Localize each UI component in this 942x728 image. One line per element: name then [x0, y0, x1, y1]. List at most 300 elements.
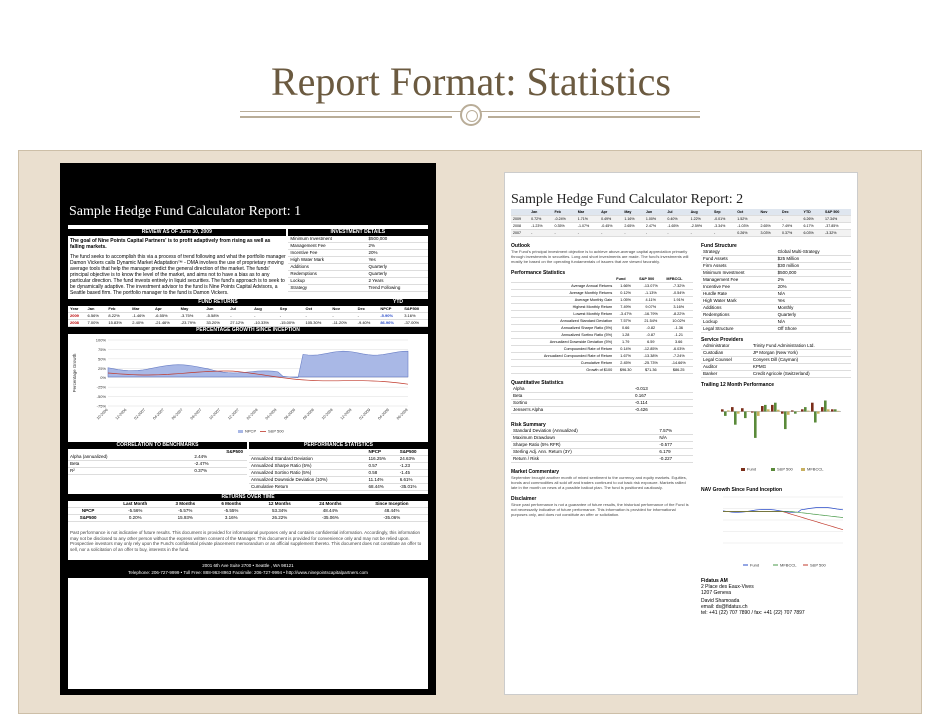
monthly-header-cell: Mar — [576, 209, 599, 216]
risk-row — [511, 442, 693, 449]
service-value: KPMG — [751, 364, 851, 371]
y-tick-label: -25% — [96, 384, 106, 390]
fund-description — [68, 236, 288, 298]
detail-label: Redemptions — [288, 271, 366, 278]
detail-value: 20% — [366, 250, 428, 257]
trailing-bar — [791, 410, 794, 411]
trailing-bar — [754, 412, 757, 438]
monthly-cell: 1.16% — [622, 216, 644, 223]
risk-value: 7.57% — [657, 428, 693, 435]
service-label: Auditor — [701, 364, 751, 371]
trailing-bar — [734, 412, 737, 425]
monthly-cell: 6.17% — [802, 223, 824, 230]
service-label: Administrator — [701, 343, 751, 350]
detail-label: High Water Mark — [288, 257, 366, 264]
perf-row — [249, 477, 428, 484]
perf-label: Annualized Standard Deviation — [249, 456, 366, 463]
over-time-cell: NPCP — [68, 508, 108, 515]
monthly-cell: 0.26% — [735, 230, 758, 237]
fund-structure-value: N/A — [776, 319, 851, 326]
monthly-header-cell: Jan — [529, 209, 552, 216]
risk-value: 6.179 — [657, 449, 693, 456]
perf-sp500: -1.45 — [398, 470, 428, 477]
returns-header-cell: Dec — [356, 306, 379, 313]
perf-stats-row — [511, 304, 693, 311]
monthly-cell: 2008 — [511, 223, 529, 230]
returns-over-time-bar: RETURNS OVER TIME — [68, 494, 428, 501]
perf-stats-cell: -12.85% — [637, 346, 664, 353]
detail-label: Minimum Investment — [288, 236, 366, 243]
x-tick-label: 08-2007 — [189, 407, 203, 421]
monthly-cell: 1.22% — [689, 216, 712, 223]
y-tick-label: 75% — [97, 346, 106, 352]
perf-stats-cell: Annualized Sharpe Ratio (5%) — [511, 325, 614, 332]
correlation-value: 2.44% — [192, 454, 247, 461]
x-tick-label: 10-2006 — [96, 407, 109, 421]
detail-row — [288, 250, 428, 257]
monthly-header-cell: Oct — [735, 209, 758, 216]
monthly-header-cell: Aug — [689, 209, 712, 216]
returns-header-cell: Oct — [303, 306, 330, 313]
monthly-cell: 17.34% — [823, 216, 851, 223]
fund-structure-label: Hurdle Rate — [701, 291, 776, 298]
quant-label: Alpha — [511, 386, 633, 393]
correlation-label: Beta — [68, 461, 192, 468]
growth-legend-label: Fund — [750, 562, 760, 568]
trailing-bar — [801, 409, 804, 411]
detail-label: Lockup — [288, 278, 366, 285]
detail-label: Management Fee — [288, 243, 366, 250]
monthly-cell: -3.34% — [712, 223, 735, 230]
fund-structure-value: N/A — [776, 291, 851, 298]
y-tick-label: 50% — [97, 356, 106, 362]
disclaimer-title: Disclaimer — [511, 496, 537, 502]
fund-structure-value: $500,000 — [776, 270, 851, 277]
monthly-cell: - — [529, 230, 552, 237]
fund-structure-row — [701, 277, 851, 284]
risk-label: Sharpe Ratio (5% RFR) — [511, 442, 657, 449]
title-ornament — [460, 104, 482, 126]
detail-value: 2% — [366, 243, 428, 250]
trailing-bar — [807, 411, 810, 412]
fund-structure-label: Incentive Fee — [701, 284, 776, 291]
over-time-cell: 15.93% — [162, 515, 208, 522]
quant-label: Jensen's Alpha — [511, 407, 633, 414]
firm-address-1: 2 Place des Eaux-Vives — [701, 584, 754, 590]
detail-row — [288, 271, 428, 278]
report-1-page — [68, 225, 428, 689]
quant-row — [511, 400, 693, 407]
service-label: Legal Counsel — [701, 357, 751, 364]
detail-label: Strategy — [288, 285, 366, 292]
y-tick-label: 100% — [95, 337, 106, 343]
x-tick-label: 02-2007 — [133, 407, 147, 421]
perf-stats-row — [511, 297, 693, 304]
perf-stats-cell: 6.59 — [637, 339, 664, 346]
investment-details — [288, 236, 428, 298]
fund-structure-label: Firm Assets — [701, 263, 776, 270]
trailing-bar — [834, 409, 837, 411]
returns-cell: 33.20% — [204, 320, 228, 327]
returns-cell: 6.56% — [86, 313, 107, 320]
report-2-right-column — [701, 241, 851, 616]
trailing-legend-swatch — [801, 468, 805, 471]
y-tick-label: -50% — [96, 394, 106, 400]
x-tick-label: 02-2009 — [358, 407, 372, 421]
returns-header-cell: Feb — [106, 306, 130, 313]
perf-stats-cell: 1.66% — [614, 283, 637, 290]
returns-cell: -3.75% — [179, 313, 205, 320]
returns-cell: 27.12% — [228, 320, 252, 327]
trailing-bar — [831, 409, 834, 411]
fund-structure-value: Global Multi-Strategy — [776, 249, 851, 256]
fund-returns-bar: FUND RETURNS — [68, 299, 368, 306]
x-tick-label: 10-2007 — [208, 407, 222, 421]
monthly-cell: -1.03% — [735, 223, 758, 230]
monthly-returns-table — [511, 209, 851, 237]
x-tick-label: 08-2008 — [302, 407, 315, 421]
perf-stats-cell: 2.45% — [614, 360, 637, 367]
risk-row — [511, 449, 693, 456]
monthly-cell: -0.24% — [552, 216, 575, 223]
over-time-header-cell: 12 Months — [254, 501, 305, 508]
monthly-header-cell: Dec — [780, 209, 802, 216]
trailing-bar — [811, 403, 814, 412]
detail-row — [288, 264, 428, 271]
perf-stats-cell: 1.67% — [614, 353, 637, 360]
perf-header-cell: NPCP — [366, 449, 397, 456]
risk-value: -0.227 — [657, 456, 693, 463]
monthly-cell: 0.72% — [529, 216, 552, 223]
service-row — [701, 371, 851, 378]
over-time-cell: 48.44% — [305, 508, 356, 515]
perf-stats-cell: 21.54% — [637, 318, 664, 325]
monthly-cell: 6.26% — [802, 216, 824, 223]
perf-stats-cell: -13.38% — [637, 353, 664, 360]
fund-structure-row — [701, 326, 851, 333]
monthly-cell: 0.40% — [665, 216, 688, 223]
perf-stats-cell: 1.79 — [614, 339, 637, 346]
risk-value: -0.577 — [657, 442, 693, 449]
monthly-cell: - — [644, 230, 666, 237]
monthly-cell: -2.59% — [689, 223, 712, 230]
monthly-cell: -0.01% — [712, 216, 735, 223]
service-row — [701, 364, 851, 371]
returns-cell: - — [356, 313, 379, 320]
perf-stats-cell: Cumulative Return — [511, 360, 614, 367]
monthly-cell: - — [712, 230, 735, 237]
firm-contact — [701, 578, 851, 616]
monthly-cell: - — [780, 216, 802, 223]
perf-stats-cell: -7.32% — [664, 283, 693, 290]
over-time-row — [68, 508, 428, 515]
perf-label: Cumulative Return — [249, 484, 366, 491]
correlation-row — [68, 468, 247, 475]
perf-stats-row — [511, 360, 693, 367]
perf-sp500: -1.23 — [398, 463, 428, 470]
returns-header-cell: Jul — [228, 306, 252, 313]
perf-npcp: 116.25% — [366, 456, 397, 463]
returns-cell: -10.33% — [252, 320, 278, 327]
monthly-cell: -37.85% — [823, 223, 851, 230]
quant-label: Beta — [511, 393, 633, 400]
x-tick-label: 12-2007 — [227, 407, 240, 421]
perf-stats-cell: 0.14% — [614, 346, 637, 353]
perf-row — [249, 484, 428, 491]
risk-title: Risk Summary — [511, 422, 546, 428]
detail-value: Quarterly — [366, 271, 428, 278]
perf-stats-cell: -1.21 — [664, 332, 693, 339]
trailing-legend-label: MFBCCL — [807, 466, 824, 472]
detail-row — [288, 285, 428, 292]
x-tick-label: 04-2009 — [377, 407, 390, 421]
risk-label: Return / Risk — [511, 456, 657, 463]
perf-bar: PERFORMANCE STATISTICS — [249, 442, 428, 449]
returns-cell: 15.83% — [106, 320, 130, 327]
perf-stats-cell: -0.54% — [664, 290, 693, 297]
over-time-header-cell: Since Inception — [356, 501, 428, 508]
monthly-cell: - — [689, 230, 712, 237]
perf-stats-cell: Annualized Standard Deviation — [511, 318, 614, 325]
returns-header-cell: Aug — [252, 306, 278, 313]
growth-legend-label: S&P 500 — [810, 562, 826, 568]
detail-row — [288, 257, 428, 264]
y-tick-label: -75% — [96, 403, 106, 409]
perf-stats-cell: Average Monthly Gain — [511, 297, 614, 304]
returns-cell: 2009 — [68, 313, 86, 320]
over-time-cell: -35.06% — [305, 515, 356, 522]
perf-stats-row — [511, 346, 693, 353]
fund-structure-row — [701, 256, 851, 263]
fund-structure-value: $25 Million — [776, 256, 851, 263]
legend-sp500: S&P 500 — [268, 428, 284, 434]
review-bar: REVIEW AS OF June 30, 2009 — [68, 229, 286, 236]
quant-title: Quantitative Statistics — [511, 380, 564, 386]
perf-stats-cell: 10.02% — [664, 318, 693, 325]
trailing-legend-swatch — [771, 468, 775, 471]
fund-structure-label: Lockup — [701, 319, 776, 326]
monthly-cell: - — [599, 230, 622, 237]
over-time-cell: 26.22% — [254, 515, 305, 522]
over-time-row — [68, 515, 428, 522]
x-tick-label: 04-2007 — [152, 407, 165, 421]
disclaimer: Past performance is not indicative of future results. This document is provided for informational purposes only and contains confidential information. Accordingly, this information may not be disclosed to any other person without the express written consent of the Manager. This document is provided for convenience only and may not be relied upon. Prospective investors may only rely upon the Fund's confidential private placement memorandum or an official supplement thereto. This document does not constitute an offer to sell, nor a solicitation of an offer to buy, interests in the fund. — [70, 530, 422, 552]
monthly-cell: 2007 — [511, 230, 529, 237]
quant-value: -0.426 — [633, 407, 693, 414]
fund-structure-row — [701, 291, 851, 298]
perf-stats-cell: Highest Monthly Return — [511, 304, 614, 311]
returns-cell: -5.58% — [204, 313, 228, 320]
quant-value: -0.013 — [633, 386, 693, 393]
legend-npcp: NPCP — [245, 428, 257, 434]
trailing-bar — [764, 405, 767, 412]
perf-stats-header-cell: S&P 500 — [637, 276, 664, 283]
returns-header-cell: S&P500 — [402, 306, 428, 313]
fund-structure-row — [701, 305, 851, 312]
growth-bar: PERCENTAGE GROWTH SINCE INCEPTION — [68, 327, 428, 334]
returns-cell: - — [228, 313, 252, 320]
returns-cell: 86.96% — [378, 320, 402, 327]
service-row — [701, 357, 851, 364]
fund-structure-value: Quarterly — [776, 312, 851, 319]
risk-table — [511, 428, 693, 463]
perf-stats-row — [511, 332, 693, 339]
monthly-cell: 1.71% — [576, 216, 599, 223]
fund-structure-label: High Water Mark — [701, 298, 776, 305]
trailing-bar — [784, 412, 787, 430]
over-time-cell: 3.16% — [208, 515, 254, 522]
fund-structure-table — [701, 249, 851, 333]
outlook-text: The Fund's principal investment objective is to achieve above-average capital appreciation primarily through investments in securities. Long and short investments are made. The fund's investments will mostly be based on the operating fundamentals of issuers that are viewed favorably. — [511, 249, 689, 264]
service-value: Conyers Dill (Cayman) — [751, 357, 851, 364]
trailing-bar — [774, 403, 777, 412]
over-time-cell: 53.34% — [254, 508, 305, 515]
nav-growth-title: NAV Growth Since Fund Inception — [701, 487, 783, 493]
returns-cell: - — [252, 313, 278, 320]
perf-label: Annualized Sharpe Ratio (5%) — [249, 463, 366, 470]
returns-cell: -9.40% — [356, 320, 379, 327]
perf-stats-row — [511, 325, 693, 332]
quant-value: 0.167 — [633, 393, 693, 400]
fund-structure-value: $30 million — [776, 263, 851, 270]
contact-tel: tel: +41 (22) 707 7890 / fax: +41 (22) 707 7897 — [701, 610, 805, 616]
monthly-cell: - — [759, 216, 781, 223]
trailing-bar — [771, 405, 774, 412]
trailing-bar — [804, 407, 807, 411]
trailing-legend-label: S&P 500 — [777, 466, 793, 472]
over-time-cell: -35.06% — [356, 515, 428, 522]
perf-stats-row — [511, 283, 693, 290]
monthly-header-cell: May — [622, 209, 644, 216]
returns-cell: -1.46% — [130, 313, 153, 320]
x-tick-label: 12-2008 — [339, 407, 353, 421]
growth-chart — [68, 334, 428, 439]
trailing-bar — [724, 412, 727, 416]
trailing-bar — [787, 412, 790, 415]
perf-sp500: 6.61% — [398, 477, 428, 484]
returns-header-cell: NPCP — [378, 306, 402, 313]
fund-structure-row — [701, 319, 851, 326]
monthly-cell: - — [622, 230, 644, 237]
perf-stats-row — [511, 367, 693, 374]
detail-label: Additions — [288, 264, 366, 271]
perf-stats-cell: Annualized Sortino Ratio (5%) — [511, 332, 614, 339]
service-table — [701, 343, 851, 378]
investment-details-bar: INVESTMENT DETAILS — [288, 229, 428, 236]
monthly-cell: 7.49% — [780, 223, 802, 230]
perf-stats-cell: -3.47% — [614, 311, 637, 318]
perf-row — [249, 463, 428, 470]
trailing-bar — [761, 406, 764, 412]
trailing-bar — [727, 410, 730, 411]
trailing-bar — [721, 409, 724, 411]
growth-legend-label: MFBCCL — [780, 562, 797, 568]
trailing-bar — [817, 412, 820, 414]
monthly-header-cell: YTD — [802, 209, 824, 216]
risk-label: Sterling Adj. Ann. Return (3Y) — [511, 449, 657, 456]
footer-telephone: Telephone: 206-727-9999 • Toll Free: 888-963-8963 Facsimile: 206-727-9994 • http://www.ninepointscapitalpartners.com — [128, 570, 368, 575]
monthly-cell: -1.65% — [665, 223, 688, 230]
x-tick-label: 10-2008 — [321, 407, 334, 421]
perf-stats-title: Performance Statistics — [511, 270, 566, 276]
perf-stats-cell: -13.07% — [637, 283, 664, 290]
returns-row — [68, 320, 428, 327]
outlook-title: Outlook — [511, 243, 530, 249]
trailing-bar — [821, 407, 824, 411]
service-value: JP Morgan (New York) — [751, 350, 851, 357]
perf-stats-cell: 0.12% — [614, 290, 637, 297]
report-1-header: Sample Hedge Fund Calculator Report: 1 — [69, 204, 302, 219]
over-time-cell: -5.56% — [108, 508, 162, 515]
service-row — [701, 350, 851, 357]
perf-npcp: 11.14% — [366, 477, 397, 484]
returns-header-cell: Mar — [130, 306, 153, 313]
monthly-header-cell: Nov — [759, 209, 781, 216]
y-tick-label: 0% — [100, 375, 106, 381]
returns-row — [68, 313, 428, 320]
monthly-row — [511, 230, 851, 237]
returns-header-cell: Jan — [86, 306, 107, 313]
perf-stats-row — [511, 339, 693, 346]
monthly-cell: - — [665, 230, 688, 237]
x-tick-label: 06-2007 — [171, 407, 184, 421]
perf-row — [249, 456, 428, 463]
returns-table — [68, 306, 428, 327]
trailing-bar — [794, 412, 797, 414]
returns-cell: 2.40% — [130, 320, 153, 327]
fund-structure-value: Monthly — [776, 305, 851, 312]
correlation-header: S&P500 — [226, 449, 243, 454]
market-title: Market Commentary — [511, 469, 560, 475]
perf-stats-cell: Average Monthly Returns — [511, 290, 614, 297]
detail-table — [288, 236, 428, 292]
fund-structure-value: Yes — [776, 298, 851, 305]
title-divider-left — [240, 116, 452, 118]
perf-stats-cell: Lowest Monthly Return — [511, 311, 614, 318]
firm-name: Fidatus AM — [701, 578, 728, 584]
returns-cell: - — [330, 313, 355, 320]
correlation-label: R² — [68, 468, 192, 475]
perf-stats-row — [511, 290, 693, 297]
monthly-cell: - — [552, 230, 575, 237]
risk-row — [511, 435, 693, 442]
returns-cell: -37.00% — [402, 320, 428, 327]
performance-table — [249, 449, 428, 491]
trailing-bar — [824, 401, 827, 412]
perf-stats-cell: -1.13% — [637, 290, 664, 297]
x-tick-label: 06-2009 — [396, 407, 409, 421]
title-divider-right — [488, 116, 700, 118]
detail-value: 2 Years — [366, 278, 428, 285]
perf-label: Annualized Sortino Ratio (5%) — [249, 470, 366, 477]
perf-label: Annualized Downside Deviation (10%) — [249, 477, 366, 484]
monthly-cell: 3.03% — [759, 230, 781, 237]
returns-cell: 8.22% — [106, 313, 130, 320]
trailing-title: Trailing 12 Month Performance — [701, 382, 775, 388]
perf-stats-cell: 0.66 — [614, 325, 637, 332]
risk-value: N/A — [657, 435, 693, 442]
risk-table — [511, 428, 693, 463]
report-1-footer — [68, 560, 428, 578]
fund-structure-label: Fund Assets — [701, 256, 776, 263]
detail-row — [288, 243, 428, 250]
fund-structure-table — [701, 249, 851, 333]
contact-email: email: ds@fidatus.ch — [701, 604, 748, 610]
ytd-label: YTD — [368, 299, 428, 306]
perf-stats-cell: $71.36 — [637, 367, 664, 374]
monthly-cell: 2009 — [511, 216, 529, 223]
perf-row — [249, 470, 428, 477]
